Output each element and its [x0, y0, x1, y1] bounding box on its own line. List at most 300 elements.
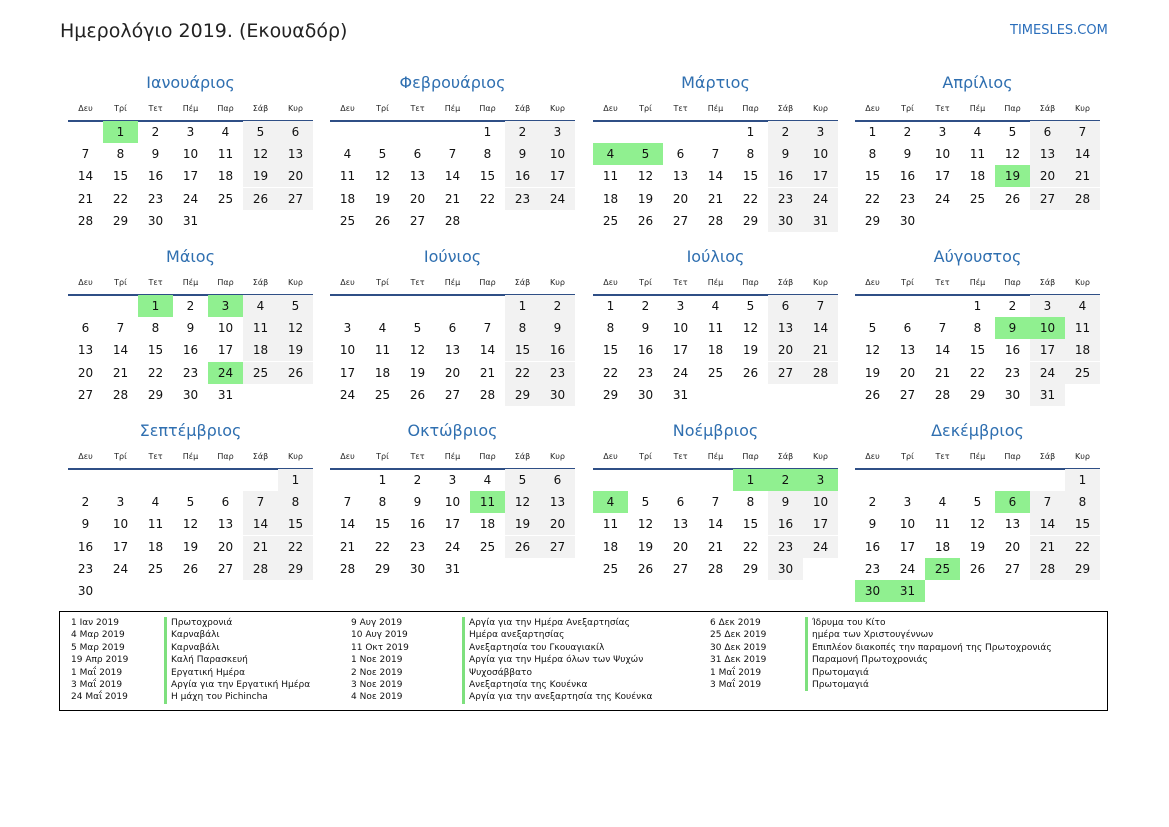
holiday-entry: [351, 642, 701, 654]
holiday-date: 4 Νοε 2019: [351, 692, 403, 703]
weekday-label: Δευ: [603, 452, 618, 461]
day-cell: 18: [339, 191, 356, 206]
month-title: Οκτώβριος: [407, 421, 498, 440]
day-cell: 20: [899, 365, 916, 380]
month-title: Αύγουστος: [933, 247, 1022, 266]
day-cell: 16: [768, 165, 803, 187]
day-cell: 11: [374, 343, 391, 358]
day-cell: 5: [243, 121, 278, 143]
day-cell: 9: [413, 495, 422, 510]
day-cell: 19: [409, 365, 426, 380]
weekday-label: Δευ: [603, 104, 618, 113]
day-cell: 28: [339, 561, 356, 576]
day-cell: 23: [768, 536, 803, 558]
day-cell: 2: [903, 125, 912, 139]
day-cell: 30: [1004, 387, 1021, 402]
holiday-name: Αργία για την Ημέρα όλων των Ψυχών: [462, 654, 643, 666]
weekday-label: Σάβ: [514, 278, 531, 287]
holiday-date: 24 Μαΐ 2019: [71, 692, 128, 703]
day-cell: 7: [711, 147, 720, 162]
day-cell: 11: [217, 147, 234, 162]
day-cell: 16: [864, 539, 881, 554]
day-cell: 9: [868, 517, 877, 532]
weekday-label: Παρ: [1004, 452, 1021, 461]
weekday-label: Τρί: [114, 104, 127, 113]
day-cell: 8: [973, 321, 982, 336]
weekday-label: Παρ: [479, 104, 496, 113]
day-cell: 31: [672, 387, 689, 402]
day-cell: 24: [803, 188, 838, 210]
day-cell: 8: [606, 321, 615, 336]
holiday-name: Ψυχοσάββατο: [462, 667, 532, 679]
weekday-label: Δευ: [865, 104, 880, 113]
holiday-entry: [710, 679, 1100, 691]
month-title: Μάρτιος: [681, 73, 750, 92]
day-cell: 27: [444, 387, 461, 402]
day-cell: 12: [742, 321, 759, 336]
month-title: Ιανουάριος: [146, 73, 235, 92]
day-cell: 4: [483, 473, 492, 487]
day-cell: 30: [855, 580, 890, 602]
day-cell: 11: [470, 491, 505, 513]
day-cell: 14: [1030, 513, 1065, 535]
weekday-label: Κυρ: [1075, 278, 1090, 287]
day-cell: 13: [444, 343, 461, 358]
holiday-date: 1 Μαΐ 2019: [71, 667, 123, 678]
day-cell: 2: [1008, 299, 1017, 313]
day-cell: 30: [540, 384, 575, 406]
weekday-header: [593, 104, 838, 118]
weekday-label: Πέμ: [707, 278, 724, 287]
day-cell: 6: [768, 295, 803, 317]
weekday-label: Πέμ: [444, 452, 461, 461]
day-cell: 12: [969, 517, 986, 532]
weekday-label: Πέμ: [444, 278, 461, 287]
holiday-date: 1 Μαΐ 2019: [710, 667, 762, 678]
month-divider: [68, 468, 313, 470]
day-cell: 29: [602, 387, 619, 402]
day-cell: 22: [374, 539, 391, 554]
holiday-name: Εργατική Ημέρα: [164, 667, 245, 679]
day-cell: 19: [969, 539, 986, 554]
day-cell: 4: [343, 147, 352, 162]
weekday-label: Πέμ: [182, 278, 199, 287]
day-cell: 4: [973, 125, 982, 139]
holiday-date: 2 Νοε 2019: [351, 667, 403, 678]
day-cell: 21: [934, 365, 951, 380]
day-cell: 5: [868, 321, 877, 336]
day-cell: 23: [540, 362, 575, 384]
day-cell: 15: [278, 513, 313, 535]
day-cell: 15: [602, 343, 619, 358]
holiday-column: [351, 617, 701, 704]
weekday-header: [593, 452, 838, 466]
day-cell: 10: [934, 147, 951, 162]
weekday-header: [855, 278, 1100, 292]
day-cell: 7: [938, 321, 947, 336]
day-cell: 25: [147, 561, 164, 576]
day-cell: 25: [707, 365, 724, 380]
weekday-label: Σάβ: [252, 452, 269, 461]
weekday-label: Δευ: [340, 104, 355, 113]
holiday-name: Ανεξαρτησία της Κουένκα: [462, 679, 587, 691]
month-title: Μάιος: [166, 247, 215, 266]
day-cell: 4: [938, 495, 947, 510]
day-cell: 17: [444, 517, 461, 532]
day-cell: 23: [77, 561, 94, 576]
day-cell: 15: [969, 343, 986, 358]
day-cell: 14: [934, 343, 951, 358]
day-cell: 23: [182, 365, 199, 380]
day-cell: 11: [339, 169, 356, 184]
day-cell: 31: [217, 387, 234, 402]
holiday-entry: [351, 629, 701, 641]
day-cell: 19: [505, 513, 540, 535]
day-cell: 12: [637, 169, 654, 184]
day-cell: 22: [742, 539, 759, 554]
day-cell: 9: [768, 491, 803, 513]
day-cell: 20: [672, 191, 689, 206]
day-cell: 21: [707, 539, 724, 554]
day-cell: 20: [1004, 539, 1021, 554]
day-cell: 18: [602, 539, 619, 554]
day-cell: 5: [505, 469, 540, 491]
day-cell: 5: [413, 321, 422, 336]
day-cell: 30: [409, 561, 426, 576]
weekday-label: Τρί: [639, 104, 652, 113]
day-cell: 19: [243, 165, 278, 187]
holiday-date: 4 Μαρ 2019: [71, 630, 125, 641]
day-cell: 14: [803, 317, 838, 339]
day-cell: 10: [540, 143, 575, 165]
site-link[interactable]: TIMESLES.COM: [1010, 23, 1108, 38]
weekday-label: Τετ: [673, 104, 688, 113]
day-cell: 3: [186, 125, 195, 139]
holiday-entry: [351, 691, 701, 703]
day-cell: 7: [243, 491, 278, 513]
day-cell: 16: [637, 343, 654, 358]
day-cell: 3: [343, 321, 352, 336]
weekday-label: Τετ: [410, 104, 425, 113]
day-cell: 13: [77, 343, 94, 358]
day-cell: 11: [969, 147, 986, 162]
day-cell: 17: [934, 169, 951, 184]
day-cell: 17: [339, 365, 356, 380]
day-cell: 7: [1065, 121, 1100, 143]
day-cell: 1: [746, 125, 755, 139]
day-cell: 21: [339, 539, 356, 554]
day-cell: 28: [112, 387, 129, 402]
day-cell: 2: [868, 495, 877, 510]
day-cell: 8: [746, 147, 755, 162]
day-cell: 6: [221, 495, 230, 510]
day-cell: 30: [899, 213, 916, 228]
day-cell: 24: [1030, 362, 1065, 384]
day-cell: 21: [112, 365, 129, 380]
day-cell: 19: [278, 339, 313, 361]
day-cell: 20: [278, 165, 313, 187]
day-cell: 28: [479, 387, 496, 402]
day-cell: 23: [505, 188, 540, 210]
day-cell: 4: [378, 321, 387, 336]
day-cell: 24: [444, 539, 461, 554]
holiday-entry: [351, 654, 701, 666]
day-cell: 26: [637, 561, 654, 576]
day-cell: 17: [899, 539, 916, 554]
day-cell: 22: [742, 191, 759, 206]
weekday-label: Τρί: [901, 278, 914, 287]
day-cell: 1: [1065, 469, 1100, 491]
day-cell: 20: [672, 539, 689, 554]
day-cell: 3: [676, 299, 685, 313]
day-cell: 21: [1065, 165, 1100, 187]
day-cell: 24: [672, 365, 689, 380]
day-cell: 24: [112, 561, 129, 576]
day-cell: 17: [182, 169, 199, 184]
weekday-label: Τετ: [148, 452, 163, 461]
day-cell: 22: [505, 362, 540, 384]
day-cell: 13: [278, 143, 313, 165]
day-cell: 8: [116, 147, 125, 162]
holiday-name: ημέρα των Χριστουγέννων: [805, 629, 933, 641]
day-cell: 26: [409, 387, 426, 402]
day-cell: 27: [540, 536, 575, 558]
weekday-label: Τετ: [673, 278, 688, 287]
day-cell: 8: [378, 495, 387, 510]
day-cell: 12: [374, 169, 391, 184]
day-cell: 25: [479, 539, 496, 554]
day-cell: 26: [1004, 191, 1021, 206]
weekday-label: Σάβ: [252, 104, 269, 113]
day-cell: 23: [409, 539, 426, 554]
day-cell: 8: [746, 495, 755, 510]
day-cell: 15: [374, 517, 391, 532]
holiday-name: Καρναβάλι: [164, 629, 220, 641]
day-cell: 17: [217, 343, 234, 358]
day-cell: 3: [208, 295, 243, 317]
day-cell: 15: [742, 517, 759, 532]
day-cell: 4: [711, 299, 720, 313]
day-cell: 4: [243, 295, 278, 317]
weekday-label: Τετ: [148, 278, 163, 287]
holiday-date: 1 Ιαν 2019: [71, 618, 119, 628]
day-cell: 16: [1004, 343, 1021, 358]
day-cell: 8: [278, 491, 313, 513]
holiday-date: 11 Οκτ 2019: [351, 642, 409, 653]
holiday-name: Πρωτομαγιά: [805, 679, 869, 691]
day-cell: 8: [483, 147, 492, 162]
day-cell: 1: [378, 473, 387, 487]
holiday-name: Καλή Παρασκευή: [164, 654, 248, 666]
weekday-label: Σάβ: [514, 104, 531, 113]
day-cell: 18: [934, 539, 951, 554]
day-cell: 14: [243, 513, 278, 535]
day-cell: 13: [768, 317, 803, 339]
holiday-name: Αργία για την Ημέρα Ανεξαρτησίας: [462, 617, 630, 629]
day-cell: 30: [768, 210, 803, 232]
day-cell: 15: [1065, 513, 1100, 535]
day-cell: 29: [112, 213, 129, 228]
holiday-date: 19 Απρ 2019: [71, 655, 129, 666]
holiday-name: Αργία για την ανεξαρτησία της Κουένκα: [462, 691, 652, 703]
holiday-date: 10 Αυγ 2019: [351, 630, 408, 641]
day-cell: 11: [934, 517, 951, 532]
day-cell: 15: [864, 169, 881, 184]
day-cell: 1: [868, 125, 877, 139]
weekday-label: Δευ: [78, 104, 93, 113]
weekday-label: Τετ: [935, 278, 950, 287]
day-cell: 27: [899, 387, 916, 402]
day-cell: 16: [147, 169, 164, 184]
day-cell: 29: [505, 384, 540, 406]
day-cell: 31: [890, 580, 925, 602]
weekday-label: Κυρ: [550, 452, 565, 461]
weekday-label: Πέμ: [969, 452, 986, 461]
day-cell: 20: [444, 365, 461, 380]
weekday-label: Κυρ: [550, 104, 565, 113]
day-cell: 22: [602, 365, 619, 380]
weekday-label: Σάβ: [1039, 278, 1056, 287]
day-cell: 27: [768, 362, 803, 384]
weekday-label: Δευ: [865, 278, 880, 287]
weekday-label: Τρί: [376, 452, 389, 461]
holiday-column: [710, 617, 1100, 691]
day-cell: 7: [116, 321, 125, 336]
day-cell: 24: [208, 362, 243, 384]
day-cell: 1: [606, 299, 615, 313]
holiday-name: Αργία για την Εργατική Ημέρα: [164, 679, 310, 691]
holiday-date: 30 Δεκ 2019: [710, 642, 767, 653]
day-cell: 12: [243, 143, 278, 165]
day-cell: 27: [1030, 188, 1065, 210]
day-cell: 4: [593, 143, 628, 165]
holiday-name: Καρναβάλι: [164, 642, 220, 654]
day-cell: 18: [479, 517, 496, 532]
day-cell: 19: [637, 191, 654, 206]
weekday-label: Κυρ: [1075, 452, 1090, 461]
day-cell: 25: [339, 213, 356, 228]
day-cell: 6: [278, 121, 313, 143]
day-cell: 2: [413, 473, 422, 487]
day-cell: 16: [182, 343, 199, 358]
day-cell: 2: [81, 495, 90, 510]
weekday-label: Παρ: [479, 452, 496, 461]
day-cell: 5: [973, 495, 982, 510]
day-cell: 12: [505, 491, 540, 513]
holiday-entry: [710, 617, 1100, 629]
holiday-date: 9 Αυγ 2019: [351, 618, 403, 628]
day-cell: 7: [448, 147, 457, 162]
weekday-label: Δευ: [340, 452, 355, 461]
day-cell: 28: [77, 213, 94, 228]
day-cell: 14: [1065, 143, 1100, 165]
day-cell: 7: [803, 295, 838, 317]
weekday-label: Δευ: [78, 278, 93, 287]
day-cell: 7: [711, 495, 720, 510]
day-cell: 23: [864, 561, 881, 576]
day-cell: 23: [1004, 365, 1021, 380]
weekday-label: Παρ: [742, 278, 759, 287]
month-title: Ιούλιος: [686, 247, 745, 266]
day-cell: 10: [899, 517, 916, 532]
weekday-header: [855, 452, 1100, 466]
day-cell: 13: [1004, 517, 1021, 532]
day-cell: 3: [1030, 295, 1065, 317]
day-cell: 26: [742, 365, 759, 380]
day-cell: 9: [641, 321, 650, 336]
day-cell: 6: [676, 495, 685, 510]
weekday-label: Τετ: [673, 452, 688, 461]
day-cell: 13: [672, 169, 689, 184]
day-cell: 8: [868, 147, 877, 162]
day-cell: 22: [112, 191, 129, 206]
day-cell: 19: [742, 343, 759, 358]
day-cell: 30: [637, 387, 654, 402]
day-cell: 18: [217, 169, 234, 184]
day-cell: 13: [217, 517, 234, 532]
day-cell: 19: [374, 191, 391, 206]
day-cell: 28: [243, 558, 278, 580]
day-cell: 18: [243, 339, 278, 361]
day-cell: 26: [278, 362, 313, 384]
weekday-label: Τρί: [901, 104, 914, 113]
weekday-label: Παρ: [479, 278, 496, 287]
holiday-entry: [351, 679, 701, 691]
day-cell: 10: [803, 143, 838, 165]
day-cell: 1: [483, 125, 492, 139]
day-cell: 15: [147, 343, 164, 358]
day-cell: 3: [903, 495, 912, 510]
calendar-grid: [68, 73, 1102, 608]
weekday-label: Τετ: [935, 452, 950, 461]
day-cell: 30: [768, 558, 803, 580]
weekday-label: Παρ: [1004, 278, 1021, 287]
day-cell: 11: [243, 317, 278, 339]
month-title: Δεκέμβριος: [931, 421, 1024, 440]
day-cell: 10: [444, 495, 461, 510]
weekday-label: Τρί: [639, 452, 652, 461]
holiday-date: 3 Μαΐ 2019: [710, 679, 762, 690]
weekday-label: Σάβ: [777, 452, 794, 461]
day-cell: 17: [1030, 339, 1065, 361]
day-cell: 23: [768, 188, 803, 210]
weekday-label: Σάβ: [1039, 452, 1056, 461]
weekday-label: Πέμ: [444, 104, 461, 113]
day-cell: 9: [903, 147, 912, 162]
day-cell: 9: [995, 317, 1030, 339]
day-cell: 14: [77, 169, 94, 184]
day-cell: 26: [374, 213, 391, 228]
day-cell: 27: [672, 213, 689, 228]
day-cell: 31: [182, 213, 199, 228]
weekday-label: Κυρ: [813, 104, 828, 113]
month-title: Απρίλιος: [942, 73, 1013, 92]
day-cell: 26: [182, 561, 199, 576]
weekday-label: Τρί: [114, 452, 127, 461]
day-cell: 6: [1030, 121, 1065, 143]
day-cell: 31: [803, 210, 838, 232]
day-cell: 28: [707, 561, 724, 576]
holiday-date: 5 Μαρ 2019: [71, 642, 125, 653]
weekday-label: Δευ: [78, 452, 93, 461]
day-cell: 10: [339, 343, 356, 358]
day-cell: 30: [147, 213, 164, 228]
day-cell: 28: [707, 213, 724, 228]
weekday-header: [330, 452, 575, 466]
weekday-label: Τετ: [410, 452, 425, 461]
day-cell: 10: [217, 321, 234, 336]
day-cell: 1: [138, 295, 173, 317]
